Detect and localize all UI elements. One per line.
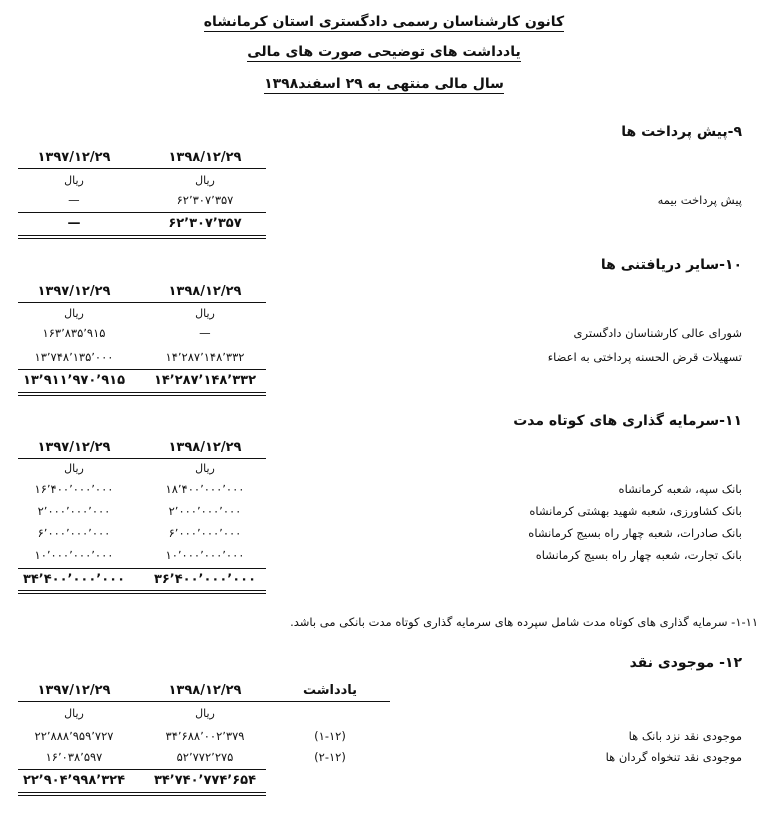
- header-rule: [18, 302, 266, 303]
- header-rule: [18, 458, 266, 459]
- unit-label: ریال: [64, 307, 84, 320]
- total-1398: ۱۴٬۲۸۷٬۱۴۸٬۳۳۲: [153, 373, 257, 388]
- total-double-rule: [18, 392, 266, 396]
- unit-label: ریال: [195, 307, 215, 320]
- row-label: تسهیلات قرض الحسنه پرداختی به اعضاء: [547, 350, 742, 364]
- row-label: شورای عالی کارشناسان دادگستری: [573, 326, 742, 340]
- total-double-rule: [18, 590, 266, 594]
- year-1398-header: ۱۳۹۸/۱۲/۲۹: [168, 150, 242, 165]
- row-label: بانک تجارت، شعبه چهار راه بسیج کرمانشاه: [535, 548, 742, 562]
- row-label: پیش پرداخت بیمه: [657, 193, 742, 207]
- subtotal-rule: [18, 568, 266, 569]
- row-label: بانک کشاورزی، شعبه شهید بهشتی کرمانشاه: [529, 504, 742, 518]
- section-10-title: ۱۰-سایر دریافتنی ها: [600, 257, 742, 273]
- unit-label: ریال: [195, 462, 215, 475]
- header-line-2: یادداشت های توضیحی صورت های مالی: [247, 44, 521, 60]
- subtotal-rule: [18, 212, 266, 213]
- value-1398: —: [199, 326, 211, 340]
- value-1397: ۱۳٬۷۴۸٬۱۳۵٬۰۰۰: [34, 350, 114, 364]
- row-label: بانک سپه، شعبه کرمانشاه: [618, 482, 742, 496]
- value-1397: ۲۲٬۸۸۸٬۹۵۹٬۷۲۷: [34, 729, 114, 743]
- row-label: بانک صادرات، شعبه چهار راه بسیج کرمانشاه: [528, 526, 742, 540]
- note-column-header: یادداشت: [302, 683, 358, 698]
- unit-label: ریال: [64, 462, 84, 475]
- value-1397: ۲٬۰۰۰٬۰۰۰٬۰۰۰: [37, 504, 111, 518]
- unit-label: ریال: [64, 707, 84, 720]
- year-1398-header: ۱۳۹۸/۱۲/۲۹: [168, 284, 242, 299]
- year-1398-header: ۱۳۹۸/۱۲/۲۹: [168, 440, 242, 455]
- year-1398-header: ۱۳۹۸/۱۲/۲۹: [168, 683, 242, 698]
- unit-label: ریال: [195, 174, 215, 187]
- total-1398: ۶۲٬۳۰۷٬۳۵۷: [168, 216, 242, 231]
- total-1397: ۱۳٬۹۱۱٬۹۷۰٬۹۱۵: [22, 373, 126, 388]
- section-11-title: ۱۱-سرمایه گذاری های کوتاه مدت: [513, 413, 742, 429]
- header-line-1: کانون کارشناسان رسمی دادگستری استان کرمانشاه: [203, 14, 565, 30]
- note-ref: (۱-۱۲): [314, 729, 346, 743]
- header-rule: [18, 168, 266, 169]
- value-1397: ۱۶۳٬۸۳۵٬۹۱۵: [42, 326, 106, 340]
- total-1398: ۳۴٬۷۴۰٬۷۷۴٬۶۵۴: [153, 773, 257, 788]
- unit-label: ریال: [195, 707, 215, 720]
- value-1398: ۱۰٬۰۰۰٬۰۰۰٬۰۰۰: [165, 548, 245, 562]
- value-1397: ۱۶٬۴۰۰٬۰۰۰٬۰۰۰: [34, 482, 114, 496]
- section-9-title: ۹-پیش پرداخت ها: [621, 124, 742, 140]
- subtotal-rule: [18, 369, 266, 370]
- row-label: موجودی نقد تنخواه گردان ها: [605, 750, 742, 764]
- header-line-3: سال مالی منتهی به ۲۹ اسفند۱۳۹۸: [264, 76, 504, 92]
- year-1397-header: ۱۳۹۷/۱۲/۲۹: [37, 284, 111, 299]
- value-1398: ۶۲٬۳۰۷٬۳۵۷: [176, 193, 234, 207]
- value-1398: ۳۴٬۶۸۸٬۰۰۲٬۳۷۹: [165, 729, 245, 743]
- unit-label: ریال: [64, 174, 84, 187]
- year-1397-header: ۱۳۹۷/۱۲/۲۹: [37, 440, 111, 455]
- year-1397-header: ۱۳۹۷/۱۲/۲۹: [37, 150, 111, 165]
- total-1397: ۲۲٬۹۰۴٬۹۹۸٬۳۲۴: [22, 773, 126, 788]
- value-1398: ۱۴٬۲۸۷٬۱۴۸٬۳۳۲: [165, 350, 245, 364]
- subtotal-rule: [18, 769, 266, 770]
- header-rule: [18, 701, 390, 702]
- total-1398: ۳۶٬۴۰۰٬۰۰۰٬۰۰۰: [153, 572, 257, 587]
- row-label: موجودی نقد نزد بانک ها: [628, 729, 742, 743]
- value-1398: ۱۸٬۴۰۰٬۰۰۰٬۰۰۰: [165, 482, 245, 496]
- total-double-rule: [18, 235, 266, 239]
- note-ref: (۲-۱۲): [314, 750, 346, 764]
- value-1397: ۱۶٬۰۳۸٬۵۹۷: [45, 750, 103, 764]
- value-1397: ۱۰٬۰۰۰٬۰۰۰٬۰۰۰: [34, 548, 114, 562]
- value-1398: ۵۲٬۷۷۲٬۲۷۵: [176, 750, 234, 764]
- value-1398: ۲٬۰۰۰٬۰۰۰٬۰۰۰: [168, 504, 242, 518]
- total-1397: —: [67, 216, 81, 231]
- section-12-title: ۱۲- موجودی نقد: [629, 655, 742, 671]
- total-1397: ۳۴٬۴۰۰٬۰۰۰٬۰۰۰: [22, 572, 126, 587]
- value-1398: ۶٬۰۰۰٬۰۰۰٬۰۰۰: [168, 526, 242, 540]
- section-11-footnote: ۱-۱۱- سرمایه گذاری های کوتاه مدت شامل سپرده های سرمایه گذاری کوتاه مدت بانکی می باشد.: [290, 615, 758, 629]
- value-1397: ۶٬۰۰۰٬۰۰۰٬۰۰۰: [37, 526, 111, 540]
- value-1397: —: [68, 193, 80, 207]
- total-double-rule: [18, 792, 266, 796]
- year-1397-header: ۱۳۹۷/۱۲/۲۹: [37, 683, 111, 698]
